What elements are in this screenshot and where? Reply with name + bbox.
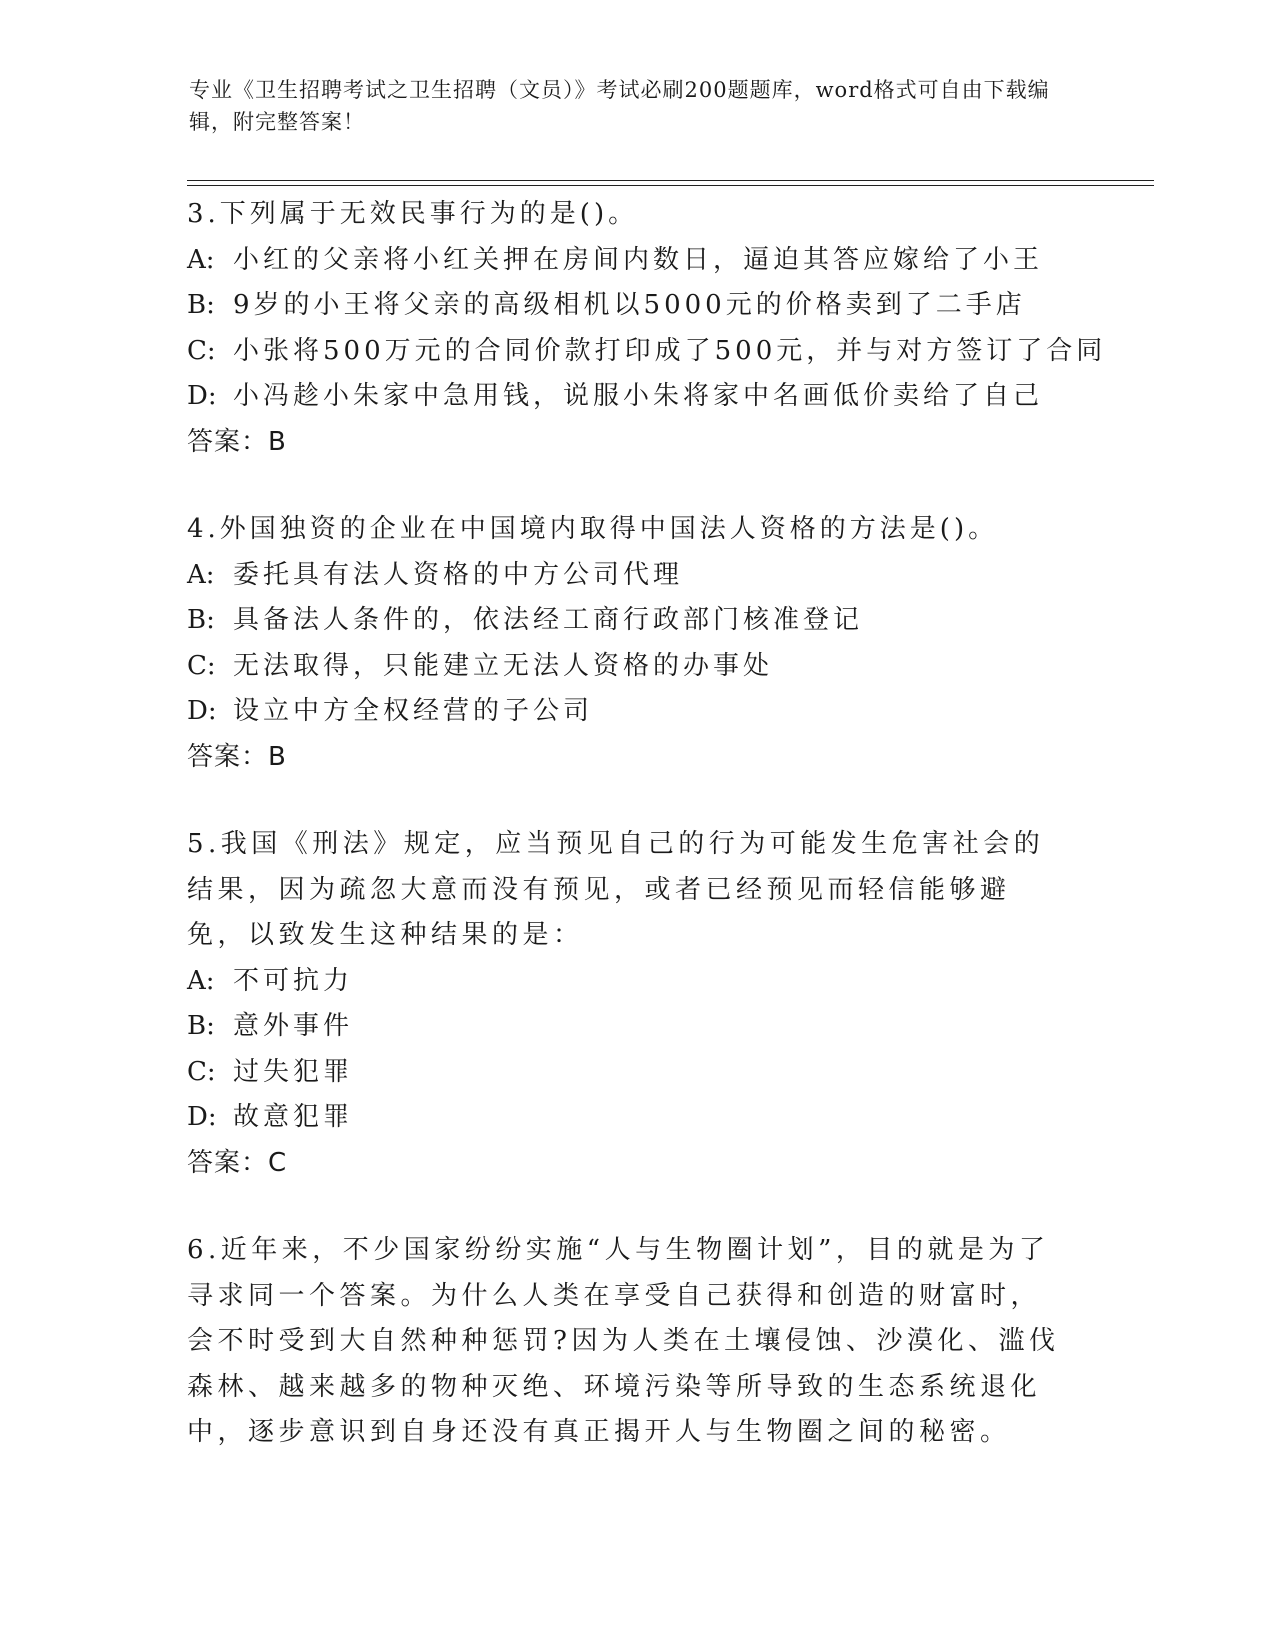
option-a [187,959,1087,1005]
option-c [187,329,1107,375]
question-stem: 6.近年来，不少国家纷纷实施“人与生物圈计划”，目的就是为了寻求同一个答案。为什么人类在享受自己获得和创造的财富时，会不时受到大自然种种惩罚?因为人类在土壤侵蚀、沙漠化、滥伐森林、越来越多的物种灭绝、环境污染等所导致的生态系统退化中，逐步意识到自身还没有真正揭开人与生物圈之间的秘密。 [187,1235,1060,1447]
option-text: 意外事件 [233,1011,354,1041]
option-text: 9岁的小王将父亲的高级相机以5000元的价格卖到了二手店 [233,290,1026,320]
option-key: C: [187,335,216,366]
option-a [187,553,1087,599]
option-text: 具备法人条件的，依法经工商行政部门核准登记 [233,605,864,635]
option-text: 故意犯罪 [233,1102,354,1132]
option-text: 委托具有法人资格的中方公司代理 [233,559,684,590]
question-list [187,192,1107,1498]
option-c [187,644,1087,690]
header-divider-top [187,180,1154,181]
option-a [187,238,1087,284]
option-key: B: [187,290,215,320]
option-key: D: [187,1102,217,1132]
header-divider-bottom [187,185,1154,186]
option-key: D: [187,696,217,726]
option-text: 小红的父亲将小红关押在房间内数日，逼迫其答应嫁给了小王 [233,244,1044,275]
option-key: C: [187,1056,216,1087]
option-text: 设立中方全权经营的子公司 [233,696,594,726]
option-key: C: [187,650,216,681]
document-header: 专业《卫生招聘考试之卫生招聘（文员）》考试必刷200题题库，word格式可自由下载编辑，附完整答案！ [189,78,1050,134]
question-stem: 4.外国独资的企业在中国境内取得中国法人资格的方法是()。 [187,514,999,544]
option-text: 小冯趁小朱家中急用钱，说服小朱将家中名画低价卖给了自己 [233,381,1044,411]
option-key: B: [187,605,215,635]
option-b [187,1004,1087,1050]
answer-line: 答案：B [187,426,287,457]
option-key: A: [187,244,215,275]
option-d [187,689,1087,735]
option-key: B: [187,1011,215,1041]
option-d [187,374,1087,420]
question-item [187,1228,1087,1456]
question-stem: 3.下列属于无效民事行为的是()。 [187,199,639,229]
option-key: D: [187,381,217,411]
option-c [187,1050,1087,1096]
option-text: 不可抗力 [233,965,354,996]
question-item [187,822,1087,1186]
question-item [187,192,1107,465]
question-item [187,507,1087,780]
option-b [187,283,1087,329]
answer-line: 答案：B [187,741,287,772]
question-stem: 5.我国《刑法》规定，应当预见自己的行为可能发生危害社会的结果，因为疏忽大意而没有预见，或者已经预见而轻信能够避免，以致发生这种结果的是： [187,829,1045,950]
option-text: 过失犯罪 [233,1056,354,1087]
option-d [187,1095,1087,1141]
option-b [187,598,1087,644]
option-key: A: [187,559,215,590]
option-text: 小张将500万元的合同价款打印成了500元，并与对方签订了合同 [233,335,1107,366]
option-text: 无法取得，只能建立无法人资格的办事处 [233,650,774,681]
answer-line: 答案：C [187,1147,288,1178]
option-key: A: [187,965,215,996]
